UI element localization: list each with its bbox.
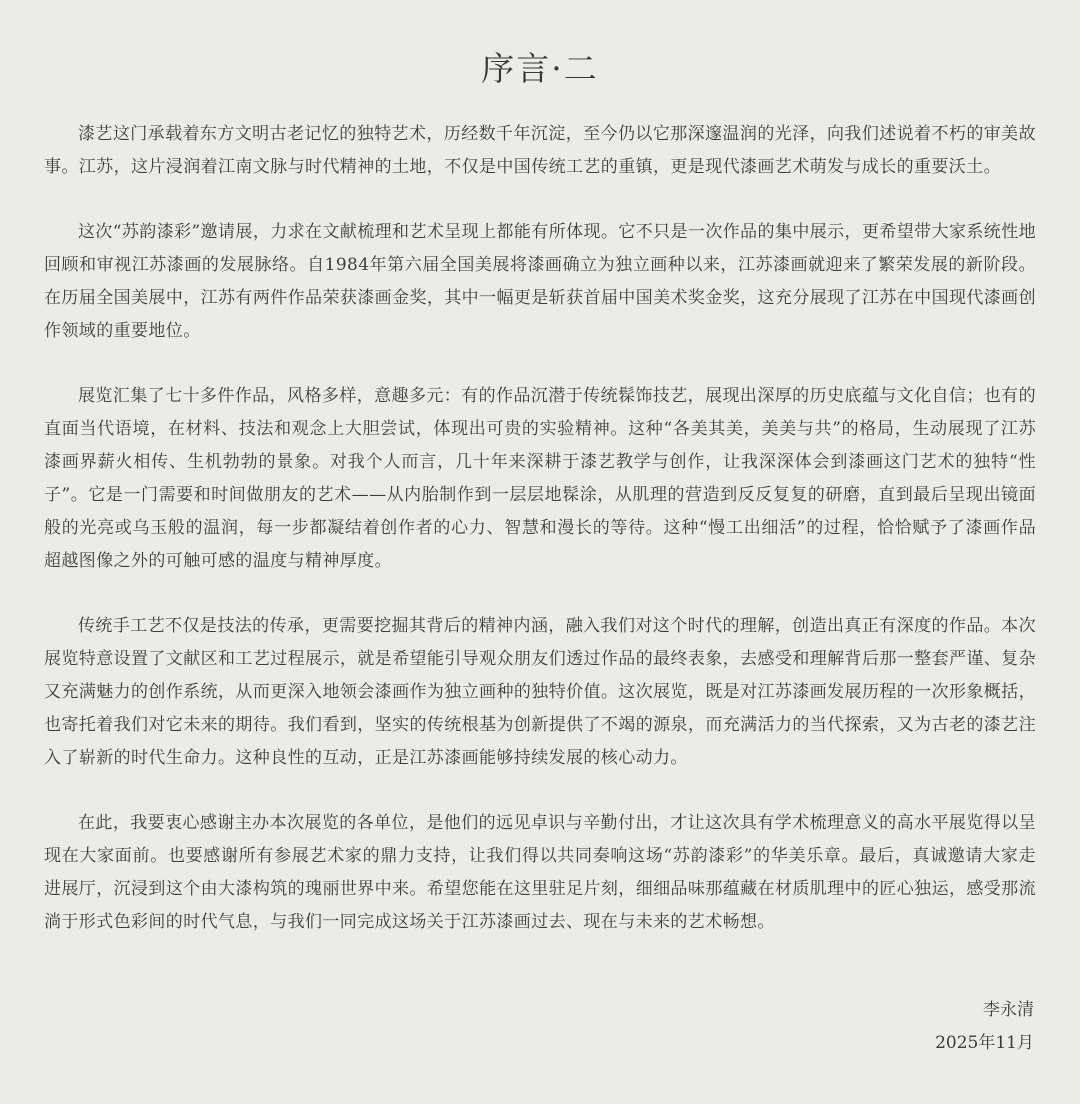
paragraph-3: 展览汇集了七十多件作品，风格多样，意趣多元：有的作品沉潜于传统髹饰技艺，展现出深厚的历史底蕴与文化自信；也有的直面当代语境，在材料、技法和观念上大胆尝试，体现出可贵的实验精神。这种“各美其美，美美与共”的格局，生动展现了江苏漆画界薪火相传、生机勃勃的景象。对我个人而言，几十年来深耕于漆艺教学与创作，让我深深体会到漆画这门艺术的独特“性子”。它是一门需要和时间做朋友的艺术——从内胎制作到一层层地髹涂，从肌理的营造到反反复复的研磨，直到最后呈现出镜面般的光亮或乌玉般的温润，每一步都凝结着创作者的心力、智慧和漫长的等待。这种“慢工出细活”的过程，恰恰赋予了漆画作品超越图像之外的可触可感的温度与精神厚度。 (44, 386, 1036, 571)
paragraph-5: 在此，我要衷心感谢主办本次展览的各单位，是他们的远见卓识与辛勤付出，才让这次具有学术梳理意义的高水平展览得以呈现在大家面前。也要感谢所有参展艺术家的鼎力支持，让我们得以共同奏响这场“苏韵漆彩”的华美乐章。最后，真诚邀请大家走进展厅，沉浸到这个由大漆构筑的瑰丽世界中来。希望您能在这里驻足片刻，细细品味那蕴藏在材质肌理中的匠心独运，感受那流淌于形式色彩间的时代气息，与我们一同完成这场关于江苏漆画过去、现在与未来的艺术畅想。 (44, 813, 1036, 932)
signature-date: 2025年11月 (935, 1033, 1034, 1053)
author-name: 李永清 (983, 1000, 1034, 1020)
page-title: 序言·二 (481, 49, 599, 88)
paragraph-2: 这次“苏韵漆彩”邀请展，力求在文献梳理和艺术呈现上都能有所体现。它不只是一次作品的集中展示，更希望带大家系统性地回顾和审视江苏漆画的发展脉络。自1984年第六届全国美展将漆画确立为独立画种以来，江苏漆画就迎来了繁荣发展的新阶段。在历届全国美展中，江苏有两件作品荣获漆画金奖，其中一幅更是斩获首届中国美术奖金奖，这充分展现了江苏在中国现代漆画创作领域的重要地位。 (44, 222, 1036, 341)
paragraph-1: 漆艺这门承载着东方文明古老记忆的独特艺术，历经数千年沉淀，至今仍以它那深邃温润的光泽，向我们述说着不朽的审美故事。江苏，这片浸润着江南文脉与时代精神的土地，不仅是中国传统工艺的重镇，更是现代漆画艺术萌发与成长的重要沃土。 (44, 124, 1036, 177)
paragraph-4: 传统手工艺不仅是技法的传承，更需要挖掘其背后的精神内涵，融入我们对这个时代的理解，创造出真正有深度的作品。本次展览特意设置了文献区和工艺过程展示，就是希望能引导观众朋友们透过作品的最终表象，去感受和理解背后那一整套严谨、复杂又充满魅力的创作系统，从而更深入地领会漆画作为独立画种的独特价值。这次展览，既是对江苏漆画发展历程的一次形象概括，也寄托着我们对它未来的期待。我们看到，坚实的传统根基为创新提供了不竭的源泉，而充满活力的当代探索，又为古老的漆艺注入了崭新的时代生命力。这种良性的互动，正是江苏漆画能够持续发展的核心动力。 (44, 616, 1036, 768)
